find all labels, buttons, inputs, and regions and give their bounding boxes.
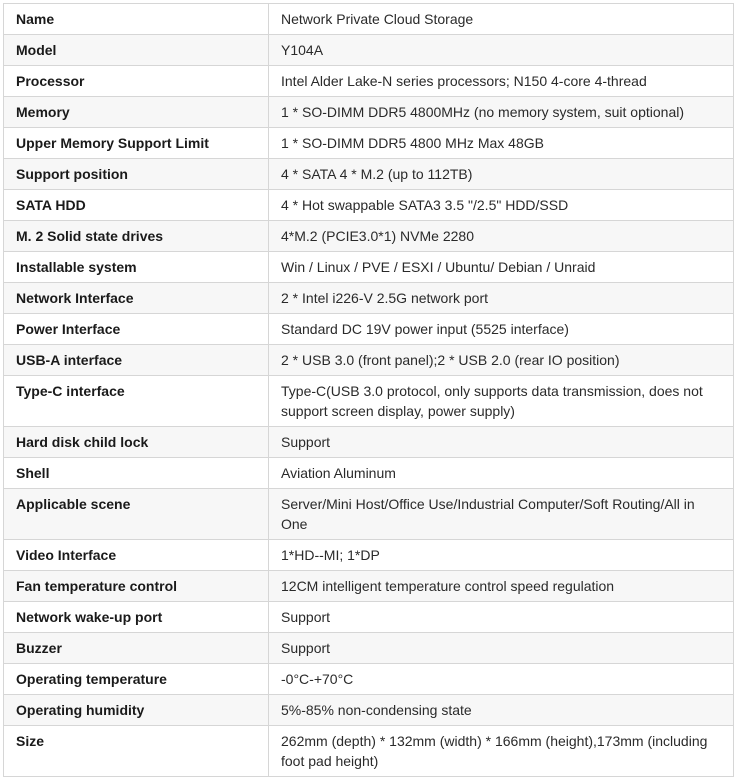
spec-value: 12CM intelligent temperature control speed regulation xyxy=(269,571,734,602)
spec-row-applicable-scene xyxy=(4,489,734,540)
spec-value: 5%-85% non-condensing state xyxy=(269,695,734,726)
spec-label: Network Interface xyxy=(4,283,269,314)
spec-row-installable-system xyxy=(4,252,734,283)
spec-row-memory xyxy=(4,97,734,128)
spec-label: Operating humidity xyxy=(4,695,269,726)
spec-table-body xyxy=(4,4,734,777)
spec-value: 262mm (depth) * 132mm (width) * 166mm (height),173mm (including foot pad height) xyxy=(269,726,734,777)
spec-value: Support xyxy=(269,633,734,664)
spec-value: 1 * SO-DIMM DDR5 4800 MHz Max 48GB xyxy=(269,128,734,159)
spec-label: Applicable scene xyxy=(4,489,269,540)
spec-row-model xyxy=(4,35,734,66)
spec-label: Shell xyxy=(4,458,269,489)
spec-value: Type-C(USB 3.0 protocol, only supports data transmission, does not support screen display, power supply) xyxy=(269,376,734,427)
spec-label: Size xyxy=(4,726,269,777)
spec-value: -0°C-+70°C xyxy=(269,664,734,695)
spec-label: Hard disk child lock xyxy=(4,427,269,458)
spec-label: Operating temperature xyxy=(4,664,269,695)
spec-row-shell xyxy=(4,458,734,489)
spec-row-usb-a xyxy=(4,345,734,376)
spec-row-power-interface xyxy=(4,314,734,345)
spec-value: Network Private Cloud Storage xyxy=(269,4,734,35)
spec-row-name xyxy=(4,4,734,35)
spec-row-upper-memory-limit xyxy=(4,128,734,159)
spec-label: SATA HDD xyxy=(4,190,269,221)
spec-value: Intel Alder Lake-N series processors; N150 4-core 4-thread xyxy=(269,66,734,97)
spec-value: Aviation Aluminum xyxy=(269,458,734,489)
spec-row-buzzer xyxy=(4,633,734,664)
spec-value: Server/Mini Host/Office Use/Industrial Computer/Soft Routing/All in One xyxy=(269,489,734,540)
spec-row-support-position xyxy=(4,159,734,190)
spec-row-sata-hdd xyxy=(4,190,734,221)
spec-value: 4 * Hot swappable SATA3 3.5 "/2.5" HDD/SSD xyxy=(269,190,734,221)
spec-row-video-interface xyxy=(4,540,734,571)
spec-label: Buzzer xyxy=(4,633,269,664)
spec-value: Standard DC 19V power input (5525 interface) xyxy=(269,314,734,345)
spec-label: Network wake-up port xyxy=(4,602,269,633)
spec-value: 1*HD--MI; 1*DP xyxy=(269,540,734,571)
spec-table xyxy=(3,3,734,777)
spec-label: Power Interface xyxy=(4,314,269,345)
spec-row-wake-up-port xyxy=(4,602,734,633)
spec-row-operating-temperature xyxy=(4,664,734,695)
spec-row-size xyxy=(4,726,734,777)
spec-value: 2 * USB 3.0 (front panel);2 * USB 2.0 (rear IO position) xyxy=(269,345,734,376)
spec-label: M. 2 Solid state drives xyxy=(4,221,269,252)
spec-row-operating-humidity xyxy=(4,695,734,726)
spec-value: Y104A xyxy=(269,35,734,66)
spec-label: Support position xyxy=(4,159,269,190)
spec-row-m2-ssd xyxy=(4,221,734,252)
spec-label: Memory xyxy=(4,97,269,128)
spec-row-processor xyxy=(4,66,734,97)
spec-value: Support xyxy=(269,602,734,633)
spec-label: USB-A interface xyxy=(4,345,269,376)
spec-row-child-lock xyxy=(4,427,734,458)
spec-label: Processor xyxy=(4,66,269,97)
spec-row-network-interface xyxy=(4,283,734,314)
spec-value: 4*M.2 (PCIE3.0*1) NVMe 2280 xyxy=(269,221,734,252)
spec-value: Support xyxy=(269,427,734,458)
spec-value: 2 * Intel i226-V 2.5G network port xyxy=(269,283,734,314)
spec-label: Installable system xyxy=(4,252,269,283)
spec-label: Fan temperature control xyxy=(4,571,269,602)
spec-label: Upper Memory Support Limit xyxy=(4,128,269,159)
spec-row-type-c xyxy=(4,376,734,427)
spec-row-fan-control xyxy=(4,571,734,602)
spec-label: Video Interface xyxy=(4,540,269,571)
spec-value: 4 * SATA 4 * M.2 (up to 112TB) xyxy=(269,159,734,190)
spec-value: Win / Linux / PVE / ESXI / Ubuntu/ Debian / Unraid xyxy=(269,252,734,283)
spec-value: 1 * SO-DIMM DDR5 4800MHz (no memory system, suit optional) xyxy=(269,97,734,128)
spec-label: Name xyxy=(4,4,269,35)
spec-label: Type-C interface xyxy=(4,376,269,427)
spec-label: Model xyxy=(4,35,269,66)
